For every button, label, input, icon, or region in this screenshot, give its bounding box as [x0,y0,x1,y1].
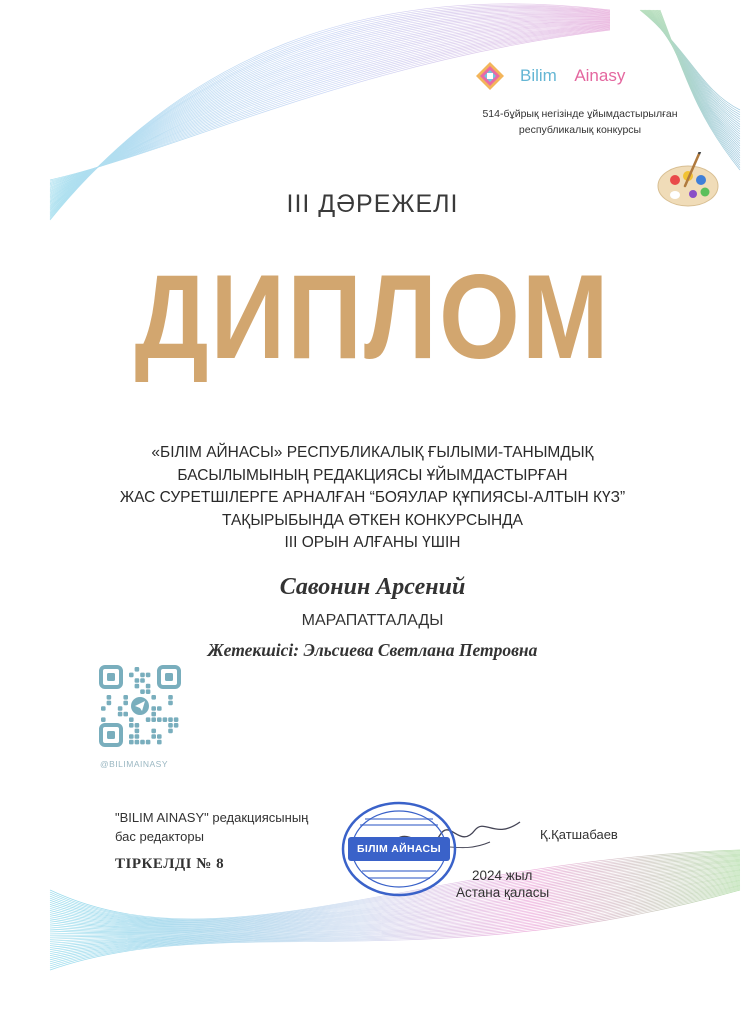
issue-city: Астана қаласы [456,885,550,900]
recipient-name: Савонин Арсений [279,574,466,600]
logo-wordmark [520,66,625,86]
stamp-text: БІЛІМ АЙНАСЫ [357,843,441,855]
supervisor-name: Жетекшісі: Эльсиева Светлана Петровна [207,640,538,660]
editor-title [115,808,308,846]
registration-number: ТІРКЕЛДІ № 8 [115,856,225,872]
editor-title-line1: "BILIM AINASY" редакциясының [115,810,309,825]
award-description-line1: «БІЛІМ АЙНАСЫ» РЕСПУБЛИКАЛЫҚ ҒЫЛЫМИ-ТАНЫМДЫҚ [151,444,594,461]
award-description-line3: ЖАС СУРЕТШІЛЕРГЕ АРНАЛҒАН “БОЯУЛАР ҚҰПИЯСЫ-АЛТЫН КҮЗ” [119,489,626,506]
diploma-title: ДИПЛОМ [134,251,611,385]
telegram-icon [131,697,149,715]
logo-word-bilim: Bilim [520,66,557,85]
degree-heading: III ДӘРЕЖЕЛІ [286,190,459,218]
qr-code[interactable] [97,663,183,749]
award-description-line4: ТАҚЫРЫБЫНДА ӨТКЕН КОНКУРСЫНДА [222,511,523,529]
contest-subtitle-line1: 514-бұйрық негізінде ұйымдастырылған [482,108,678,120]
logo-word-ainasy: Ainasy [574,66,626,85]
award-description-line5: III ОРЫН АЛҒАНЫ ҮШІН [284,534,461,551]
issue-year: 2024 жыл [472,868,533,883]
bilim-ainasy-logo-icon [470,58,510,94]
editor-name: Қ.Қатшабаев [540,827,618,842]
qr-handle-label: @BILIMAINASY [100,759,169,769]
contest-subtitle [470,106,690,138]
award-description-line2: БАСЫЛЫМЫНЫҢ РЕДАКЦИЯСЫ ҰЙЫМДАСТЫРҒАН [177,466,568,484]
contest-subtitle-line2: республикалық конкурсы [518,124,642,136]
award-description [0,442,745,555]
editor-title-line2: бас редакторы [115,829,204,844]
awarded-text: МАРАПАТТАЛАДЫ [301,612,444,629]
